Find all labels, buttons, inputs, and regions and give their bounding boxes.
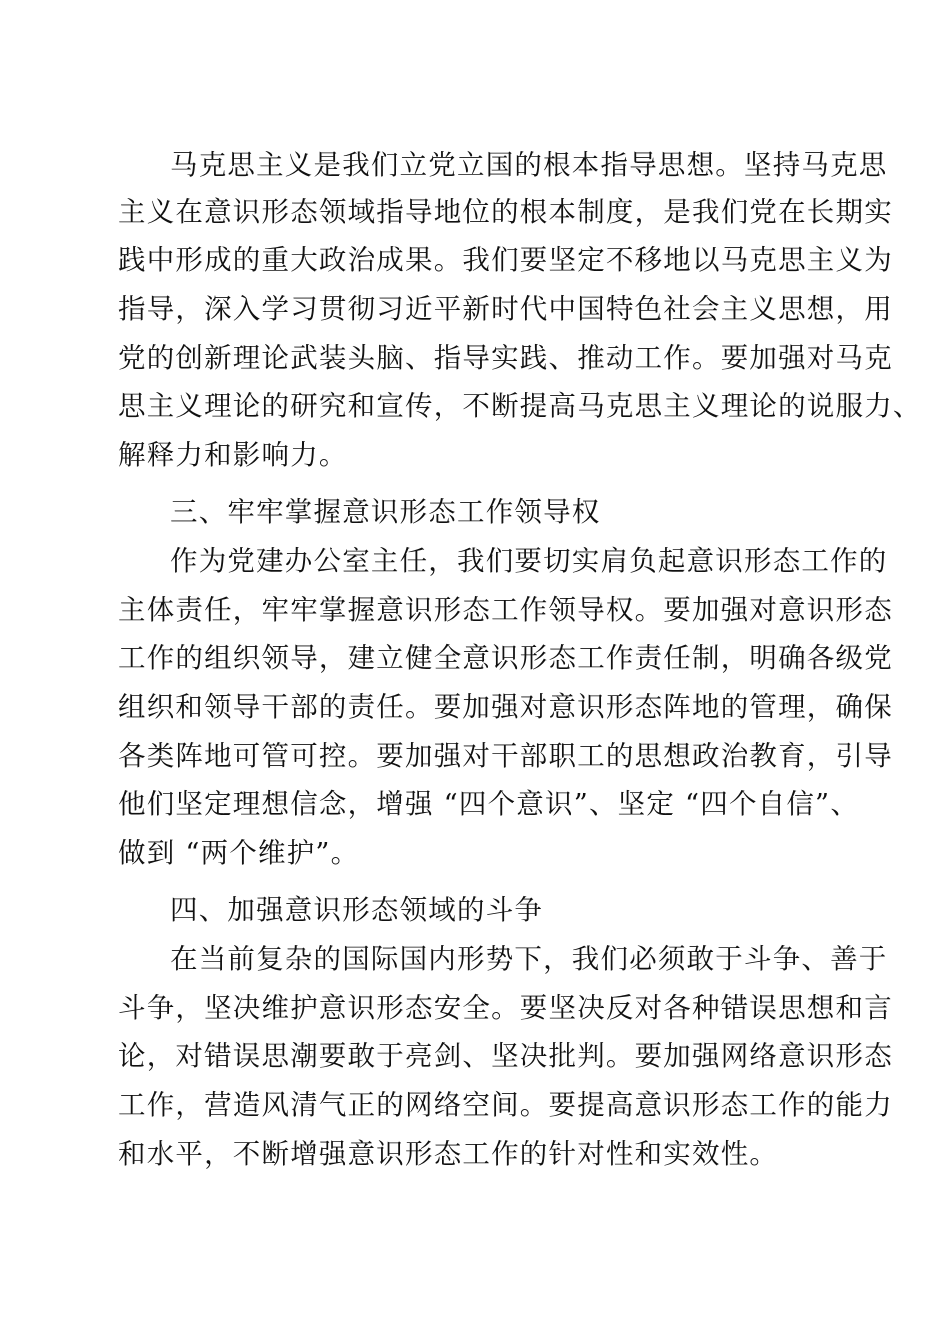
paragraph-2-line-4: 组织和领导干部的责任。要加强对意识形态阵地的管理，确保: [118, 691, 893, 723]
paragraph-2-line-2: 主体责任，牢牢掌握意识形态工作领导权。要加强对意识形态: [118, 594, 893, 626]
section-heading-3: 三、牢牢掌握意识形态工作领导权: [170, 496, 601, 528]
paragraph-1-line-4: 指导，深入学习贯彻习近平新时代中国特色社会主义思想，用: [118, 293, 893, 325]
paragraph-1-line-1: 马克思主义是我们立党立国的根本指导思想。坚持马克思: [170, 149, 888, 181]
paragraph-2-line-5: 各类阵地可管可控。要加强对干部职工的思想政治教育，引导: [118, 740, 893, 772]
paragraph-2-line-7: 做到 “两个维护”。: [118, 837, 360, 869]
paragraph-3-line-4: 工作，营造风清气正的网络空间。要提高意识形态工作的能力: [118, 1089, 893, 1121]
paragraph-1-line-5: 党的创新理论武装头脑、指导实践、推动工作。要加强对马克: [118, 342, 893, 374]
paragraph-3-line-3: 论，对错误思潮要敢于亮剑、坚决批判。要加强网络意识形态: [118, 1040, 893, 1072]
paragraph-3-line-2: 斗争，坚决维护意识形态安全。要坚决反对各种错误思想和言: [118, 992, 893, 1024]
paragraph-1-line-2: 主义在意识形态领域指导地位的根本制度，是我们党在长期实: [118, 196, 893, 228]
paragraph-2-line-6: 他们坚定理想信念，增强 “四个意识”、坚定 “四个自信”、: [118, 788, 860, 820]
paragraph-1-line-7: 解释力和影响力。: [118, 439, 348, 471]
section-heading-4: 四、加强意识形态领域的斗争: [170, 894, 544, 926]
paragraph-3-line-1: 在当前复杂的国际国内形势下，我们必须敢于斗争、善于: [170, 943, 888, 975]
paragraph-3-line-5: 和水平，不断增强意识形态工作的针对性和实效性。: [118, 1138, 779, 1170]
paragraph-2-line-1: 作为党建办公室主任，我们要切实肩负起意识形态工作的: [170, 545, 888, 577]
paragraph-1-line-6: 思主义理论的研究和宣传，不断提高马克思主义理论的说服力、: [118, 390, 922, 422]
paragraph-2-line-3: 工作的组织领导，建立健全意识形态工作责任制，明确各级党: [118, 642, 893, 674]
paragraph-1-line-3: 践中形成的重大政治成果。我们要坚定不移地以马克思主义为: [118, 244, 893, 276]
